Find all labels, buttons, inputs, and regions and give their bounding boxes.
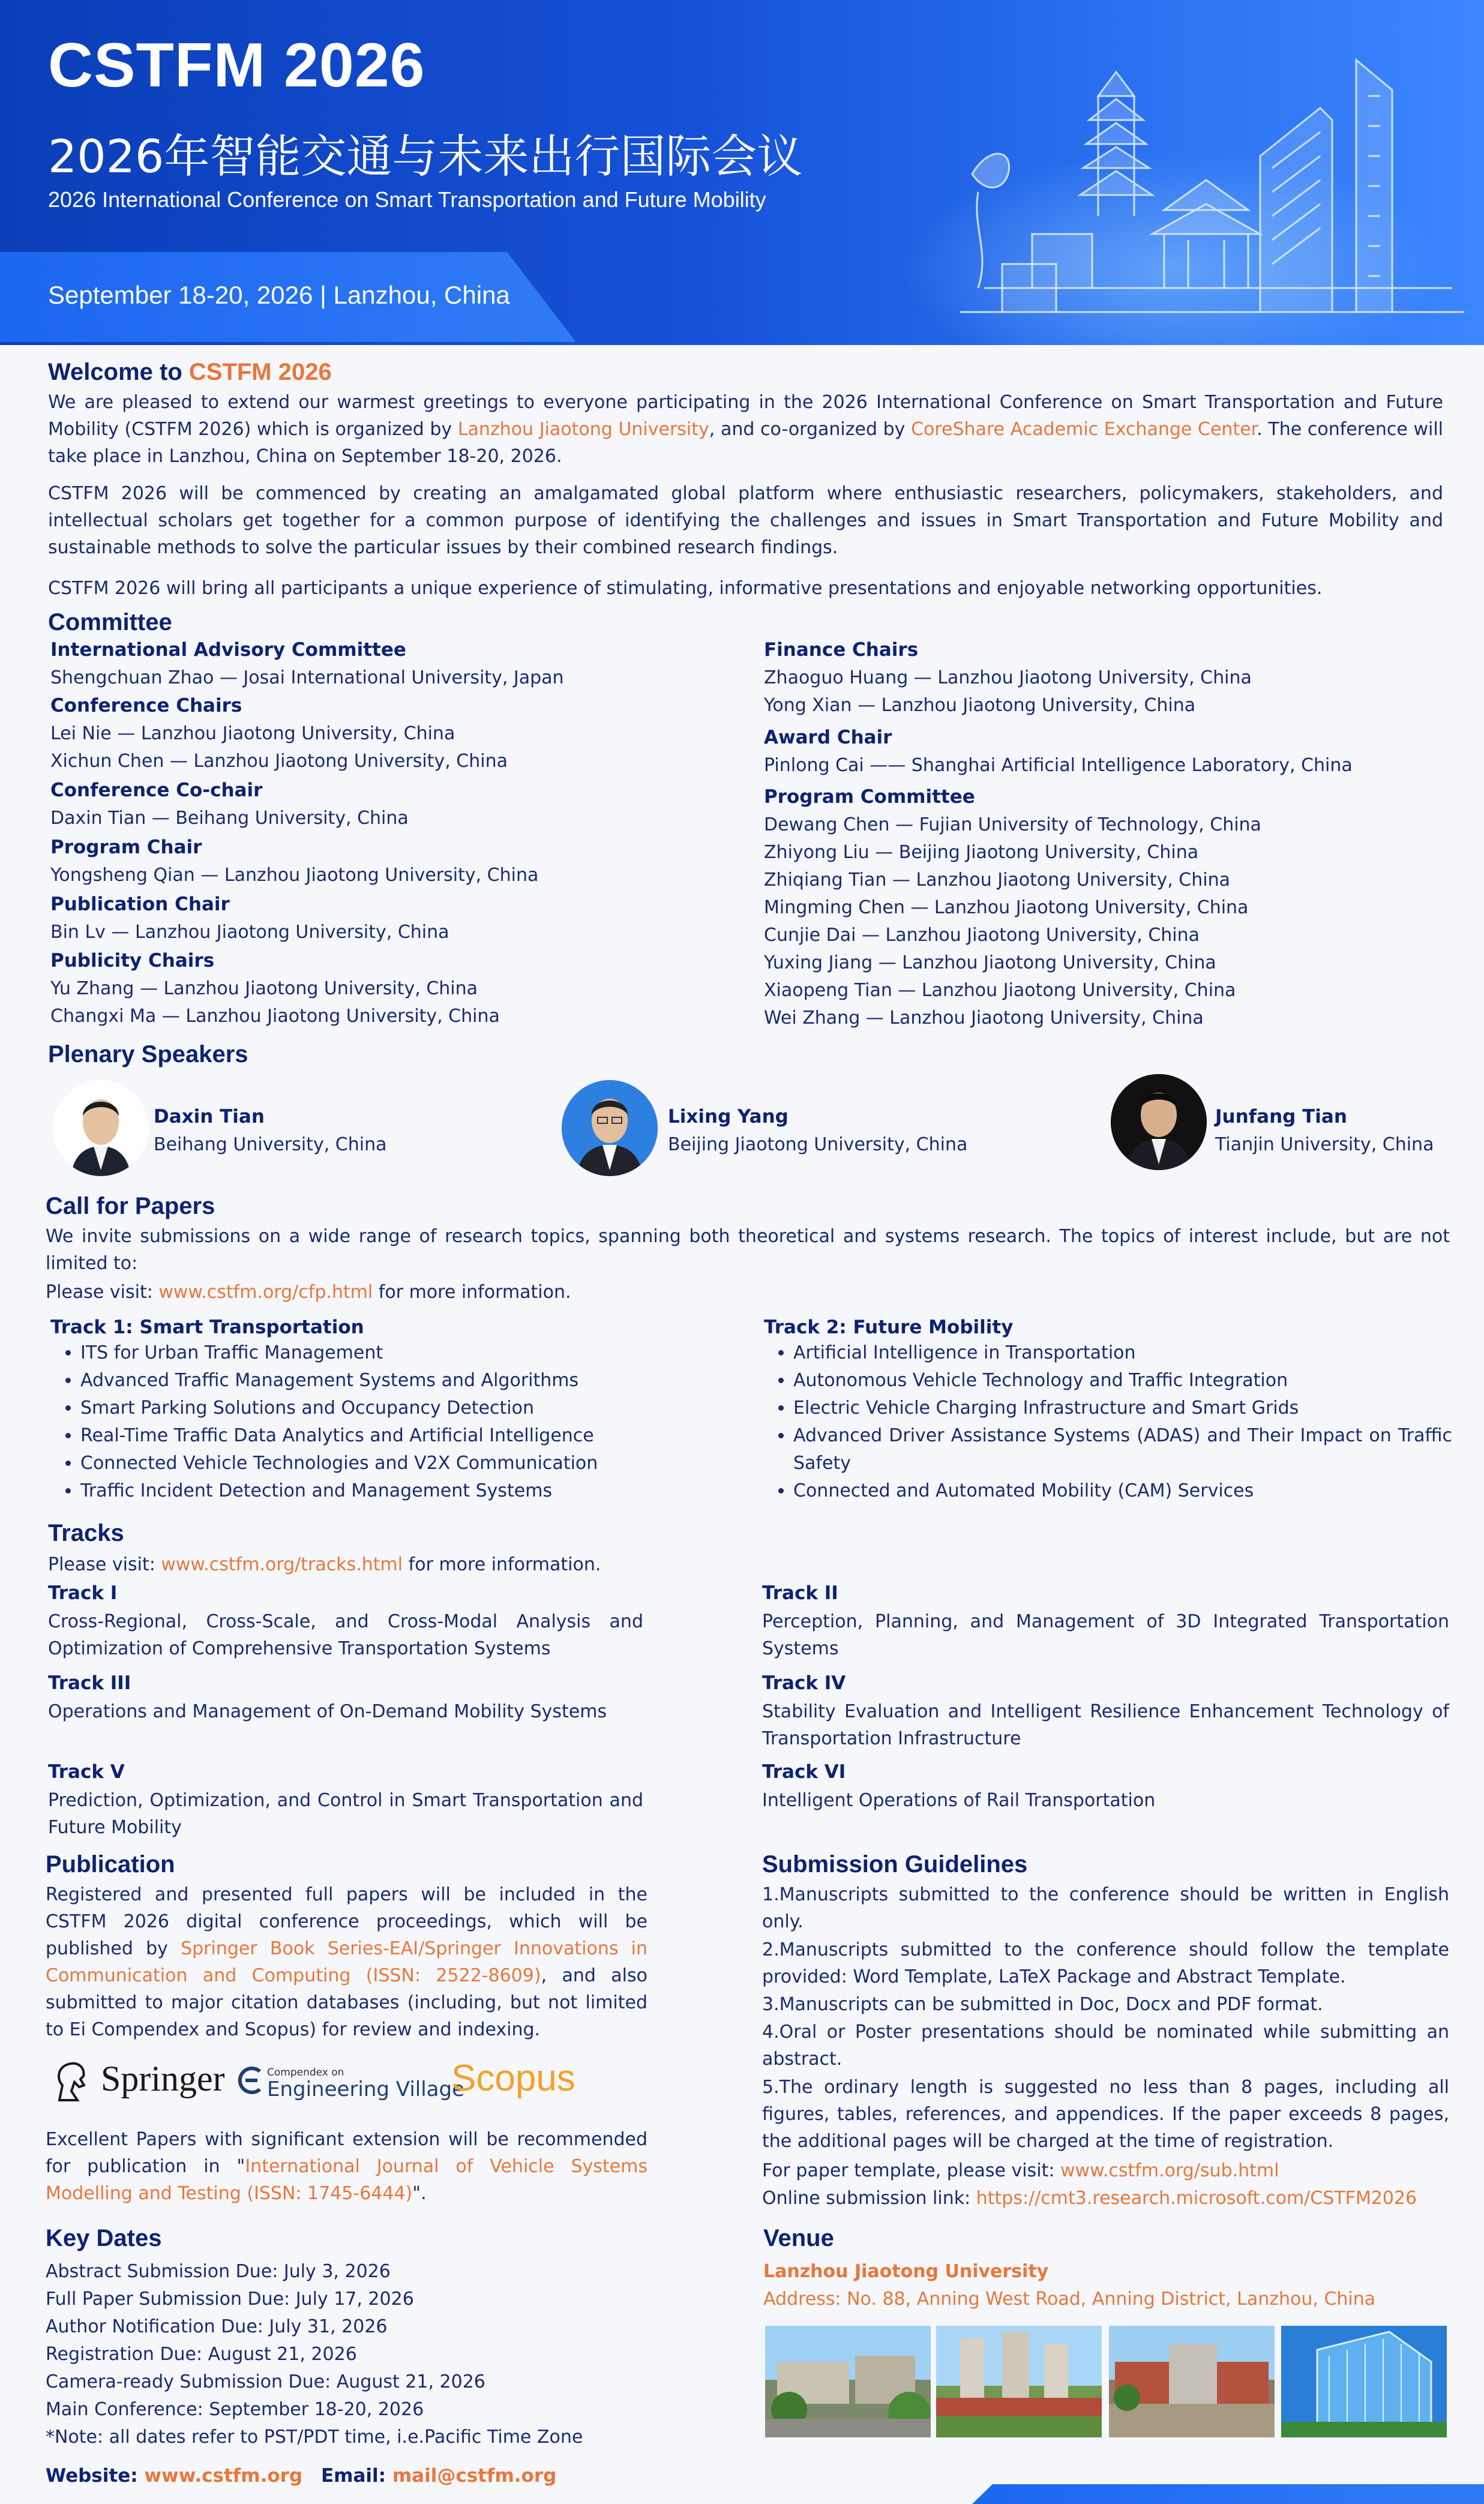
topic-item: • Autonomous Vehicle Technology and Traffic Integration: [793, 1367, 1452, 1395]
submission-guidelines-heading: Submission Guidelines: [762, 1851, 1028, 1878]
speaker-photo: [562, 1080, 658, 1176]
cfp-visit-suffix: for more information.: [373, 1282, 571, 1303]
organizer-name: Lanzhou Jiaotong University: [457, 419, 709, 440]
guideline-item: 2.Manuscripts submitted to the conference should follow the template provided: Word Template, LaTeX Package and Abstract Template.: [762, 1939, 1449, 1987]
track-label: Track I: [48, 1582, 118, 1604]
committee-member: Cunjie Dai — Lanzhou Jiaotong University, China: [764, 925, 1200, 946]
committee-role-title: International Advisory Committee: [50, 639, 406, 661]
compendex-logo-small-text: Compendex on: [267, 2067, 344, 2079]
welcome-paragraph-1: [48, 389, 1443, 470]
guideline-item: 5.The ordinary length is suggested no less than 8 pages, including all figures, tables, references, and appendices. If the paper exceeds 8 pages, the additional pages will be charged at the time of registration.: [762, 2077, 1449, 2152]
cfp-link[interactable]: www.cstfm.org/cfp.html: [158, 1282, 373, 1303]
topic-item: • Smart Parking Solutions and Occupancy Detection: [80, 1395, 709, 1422]
key-date-item: Full Paper Submission Due: July 17, 2026: [46, 2289, 414, 2310]
speaker-name: Daxin Tian: [154, 1106, 265, 1127]
cfp-intro: We invite submissions on a wide range of research topics, spanning both theoretical and systems research. The topics of interest include, but are not limited to:: [46, 1226, 1450, 1274]
committee-role-title: Award Chair: [764, 727, 892, 748]
topic-item: • Artificial Intelligence in Transportation: [793, 1339, 1452, 1367]
committee-member: Wei Zhang — Lanzhou Jiaotong University, China: [764, 1007, 1204, 1028]
website-label: Website:: [46, 2465, 145, 2487]
committee-member: Zhiyong Liu — Beijing Jiaotong University, China: [764, 842, 1199, 863]
committee-member: Yu Zhang — Lanzhou Jiaotong University, China: [50, 978, 478, 999]
welcome-paragraph-2: CSTFM 2026 will be commenced by creating an amalgamated global platform where enthusiastic researchers, policymakers, stakeholders, and intellectual scholars get together for a common purpose of identifying the challenges and issues in Smart Transportation and Future Mobility and sustainable methods to solve the particular issues by their combined research findings.: [48, 483, 1443, 558]
online-submission-link[interactable]: https://cmt3.research.microsoft.com/CSTFM2026: [976, 2188, 1417, 2209]
topic-item: • ITS for Urban Traffic Management: [80, 1339, 709, 1367]
recommendation-paragraph: [46, 2126, 647, 2207]
committee-member: Pinlong Cai —— Shanghai Artificial Intelligence Laboratory, China: [764, 755, 1353, 776]
conference-title-english: 2026 International Conference on Smart Transportation and Future Mobility: [48, 187, 766, 212]
welcome-text: . The conference will take place in Lanzhou, China on September 18-20, 2026.: [48, 419, 1443, 467]
committee-heading: Committee: [48, 609, 172, 635]
committee-role-title: Publication Chair: [50, 893, 230, 915]
committee-member: Changxi Ma — Lanzhou Jiaotong University, China: [50, 1006, 500, 1027]
topic-item: • Connected Vehicle Technologies and V2X Communication: [80, 1450, 709, 1477]
welcome-text: We are pleased to extend our warmest greetings to everyone participating in the 2026 International Conference on Smart Transportation and Future Mobility (CSTFM 2026) which is organized by: [48, 392, 1443, 440]
welcome-heading: [48, 359, 332, 386]
publication-text: , and also submitted to major citation databases (including, but not limited to Ei Compendex and Scopus) for review and indexing.: [46, 1965, 647, 2040]
key-date-item: Author Notification Due: July 31, 2026: [46, 2316, 388, 2337]
track-label: Track II: [762, 1582, 838, 1604]
speaker-name: Junfang Tian: [1215, 1106, 1347, 1127]
track-label: Track VI: [762, 1761, 846, 1783]
publication-series: Springer Book Series-EAI/Springer Innovations in Communication and Computing (ISSN: 2522-8609): [46, 1938, 647, 1986]
cfp-visit-line: [46, 1282, 571, 1303]
track-description: Prediction, Optimization, and Control in Smart Transportation and Future Mobility: [48, 1790, 643, 1838]
conference-date-location: September 18-20, 2026 | Lanzhou, China: [48, 281, 510, 309]
publication-heading: Publication: [46, 1851, 175, 1878]
track-label: Track IV: [762, 1672, 846, 1694]
key-date-item: Camera-ready Submission Due: August 21, 2026: [46, 2371, 485, 2392]
guideline-item: 4.Oral or Poster presentations should be nominated while submitting an abstract.: [762, 2022, 1449, 2070]
committee-member: Yuxing Jiang — Lanzhou Jiaotong University, China: [764, 952, 1216, 973]
speaker-photo: [53, 1080, 149, 1176]
topic-item: • Real-Time Traffic Data Analytics and Artificial Intelligence: [80, 1422, 709, 1450]
key-dates-note: *Note: all dates refer to PST/PDT time, i.e.Pacific Time Zone: [46, 2427, 583, 2448]
topic-item: • Advanced Traffic Management Systems and Algorithms: [80, 1367, 709, 1395]
committee-member: Yongsheng Qian — Lanzhou Jiaotong University, China: [50, 865, 539, 886]
key-date-item: Abstract Submission Due: July 3, 2026: [46, 2261, 391, 2282]
track-description: Intelligent Operations of Rail Transportation: [762, 1790, 1156, 1811]
city-skyline-illustration: [936, 36, 1464, 336]
venue-photo: [765, 2326, 931, 2437]
welcome-paragraph-3: CSTFM 2026 will bring all participants a unique experience of stimulating, informative presentations and enjoyable networking opportunities.: [48, 578, 1323, 599]
engineering-village-icon: [237, 2065, 263, 2095]
speaker-affiliation: Beihang University, China: [154, 1134, 387, 1155]
tracks-visit-prefix: Please visit:: [48, 1554, 161, 1575]
speaker-portrait: [1111, 1074, 1207, 1170]
venue-heading: Venue: [763, 2225, 834, 2251]
committee-member: Zhaoguo Huang — Lanzhou Jiaotong University, China: [764, 667, 1252, 688]
key-date-item: Registration Due: August 21, 2026: [46, 2344, 357, 2365]
template-link[interactable]: www.cstfm.org/sub.html: [1060, 2160, 1279, 2181]
email-link[interactable]: mail@cstfm.org: [392, 2465, 557, 2487]
recommendation-text: Excellent Papers with significant extension will be recommended for publication in ": [46, 2129, 647, 2177]
topic-item: • Advanced Driver Assistance Systems (ADAS) and Their Impact on Traffic Safety: [793, 1422, 1452, 1477]
journal-name: International Journal of Vehicle Systems Modelling and Testing (ISSN: 1745-6444): [46, 2156, 647, 2204]
tracks-visit-suffix: for more information.: [403, 1554, 601, 1575]
committee-member: Xichun Chen — Lanzhou Jiaotong University, China: [50, 751, 508, 772]
tracks-heading: Tracks: [48, 1520, 124, 1546]
campus-photo-4: [1281, 2326, 1447, 2437]
track-label: Track III: [48, 1672, 131, 1694]
speaker-affiliation: Beijing Jiaotong University, China: [668, 1134, 968, 1155]
footer-accent-bar: [972, 2484, 1484, 2504]
committee-member: Shengchuan Zhao — Josai International University, Japan: [50, 667, 564, 688]
speaker-photo: [1111, 1074, 1207, 1170]
committee-member: Yong Xian — Lanzhou Jiaotong University, China: [764, 695, 1196, 716]
recommendation-text: ".: [412, 2183, 427, 2204]
committee-member: Mingming Chen — Lanzhou Jiaotong University, China: [764, 897, 1249, 918]
venue-photo: [1109, 2326, 1275, 2437]
online-submission-line: [762, 2188, 1417, 2209]
cfp-visit-prefix: Please visit:: [46, 1282, 159, 1303]
committee-member: Xiaopeng Tian — Lanzhou Jiaotong University, China: [764, 980, 1236, 1001]
committee-member: Bin Lv — Lanzhou Jiaotong University, China: [50, 922, 449, 943]
tracks-visit-line: [48, 1554, 601, 1575]
venue-address: Address: No. 88, Anning West Road, Anning District, Lanzhou, China: [763, 2289, 1376, 2310]
template-line: [762, 2160, 1279, 2181]
track-description: Cross-Regional, Cross-Scale, and Cross-Modal Analysis and Optimization of Comprehensive Transportation Systems: [48, 1611, 643, 1659]
committee-member: Daxin Tian — Beihang University, China: [50, 808, 409, 829]
springer-horse-icon: [50, 2058, 92, 2106]
template-prefix: For paper template, please visit:: [762, 2160, 1061, 2181]
topic-item: • Connected and Automated Mobility (CAM) Services: [793, 1477, 1452, 1505]
scopus-logo: Scopus: [451, 2058, 575, 2099]
key-date-item: Main Conference: September 18-20, 2026: [46, 2399, 424, 2420]
tracks-link[interactable]: www.cstfm.org/tracks.html: [161, 1554, 403, 1575]
publication-paragraph: [46, 1881, 647, 2043]
co-organizer-name: CoreShare Academic Exchange Center: [911, 419, 1257, 440]
committee-role-title: Publicity Chairs: [50, 950, 215, 971]
committee-role-title: Finance Chairs: [764, 639, 919, 661]
online-submission-prefix: Online submission link:: [762, 2188, 976, 2209]
engineering-village-logo: Engineering Village: [267, 2077, 464, 2101]
welcome-heading-accent: CSTFM 2026: [188, 359, 332, 385]
website-link[interactable]: www.cstfm.org: [144, 2465, 303, 2487]
campus-photo-1: [765, 2326, 931, 2437]
campus-photo-3: [1109, 2326, 1275, 2437]
guideline-item: 1.Manuscripts submitted to the conference should be written in English only.: [762, 1884, 1449, 1932]
springer-logo: Springer: [101, 2059, 225, 2098]
key-dates-heading: Key Dates: [46, 2225, 162, 2251]
topic-item: • Traffic Incident Detection and Management Systems: [80, 1477, 709, 1505]
campus-photo-2: [936, 2326, 1102, 2437]
venue-photo: [1281, 2326, 1447, 2437]
track-1-title: Track 1: Smart Transportation: [50, 1317, 364, 1338]
speaker-portrait: [53, 1080, 149, 1176]
welcome-text: , and co-organized by: [709, 419, 912, 440]
track-1-topics: [49, 1339, 709, 1505]
track-description: Stability Evaluation and Intelligent Resilience Enhancement Technology of Transportation Infrastructure: [762, 1701, 1449, 1749]
speaker-portrait: [562, 1080, 658, 1176]
website-line: [46, 2465, 302, 2487]
plenary-speakers-heading: Plenary Speakers: [48, 1041, 248, 1067]
speaker-affiliation: Tianjin University, China: [1215, 1134, 1434, 1155]
committee-role-title: Program Chair: [50, 836, 202, 858]
call-for-papers-heading: Call for Papers: [46, 1193, 215, 1219]
track-2-topics: [762, 1339, 1452, 1505]
conference-title-chinese: 2026年智能交通与未来出行国际会议: [48, 130, 803, 183]
speaker-name: Lixing Yang: [668, 1106, 789, 1127]
welcome-heading-prefix: Welcome to: [48, 359, 189, 385]
track-label: Track V: [48, 1761, 125, 1783]
committee-member: Lei Nie — Lanzhou Jiaotong University, China: [50, 723, 455, 744]
conference-acronym-title: CSTFM 2026: [48, 31, 425, 100]
email-line: [321, 2465, 556, 2487]
committee-role-title: Conference Co-chair: [50, 779, 263, 801]
header-banner: [0, 0, 1484, 345]
track-2-title: Track 2: Future Mobility: [764, 1317, 1014, 1338]
venue-photo: [936, 2326, 1102, 2437]
topic-item: • Electric Vehicle Charging Infrastructure and Smart Grids: [793, 1395, 1452, 1422]
email-label: Email:: [321, 2465, 392, 2487]
track-description: Perception, Planning, and Management of 3D Integrated Transportation Systems: [762, 1611, 1449, 1659]
venue-name: Lanzhou Jiaotong University: [763, 2261, 1049, 2282]
committee-member: Zhiqiang Tian — Lanzhou Jiaotong University, China: [764, 869, 1230, 890]
committee-role-title: Program Committee: [764, 786, 975, 808]
track-description: Operations and Management of On-Demand Mobility Systems: [48, 1701, 607, 1722]
committee-role-title: Conference Chairs: [50, 695, 242, 716]
guideline-item: 3.Manuscripts can be submitted in Doc, Docx and PDF format.: [762, 1994, 1323, 2015]
publication-text: Registered and presented full papers will be included in the CSTFM 2026 digital conference proceedings, which will be published by: [46, 1884, 647, 1959]
committee-member: Dewang Chen — Fujian University of Technology, China: [764, 814, 1261, 835]
